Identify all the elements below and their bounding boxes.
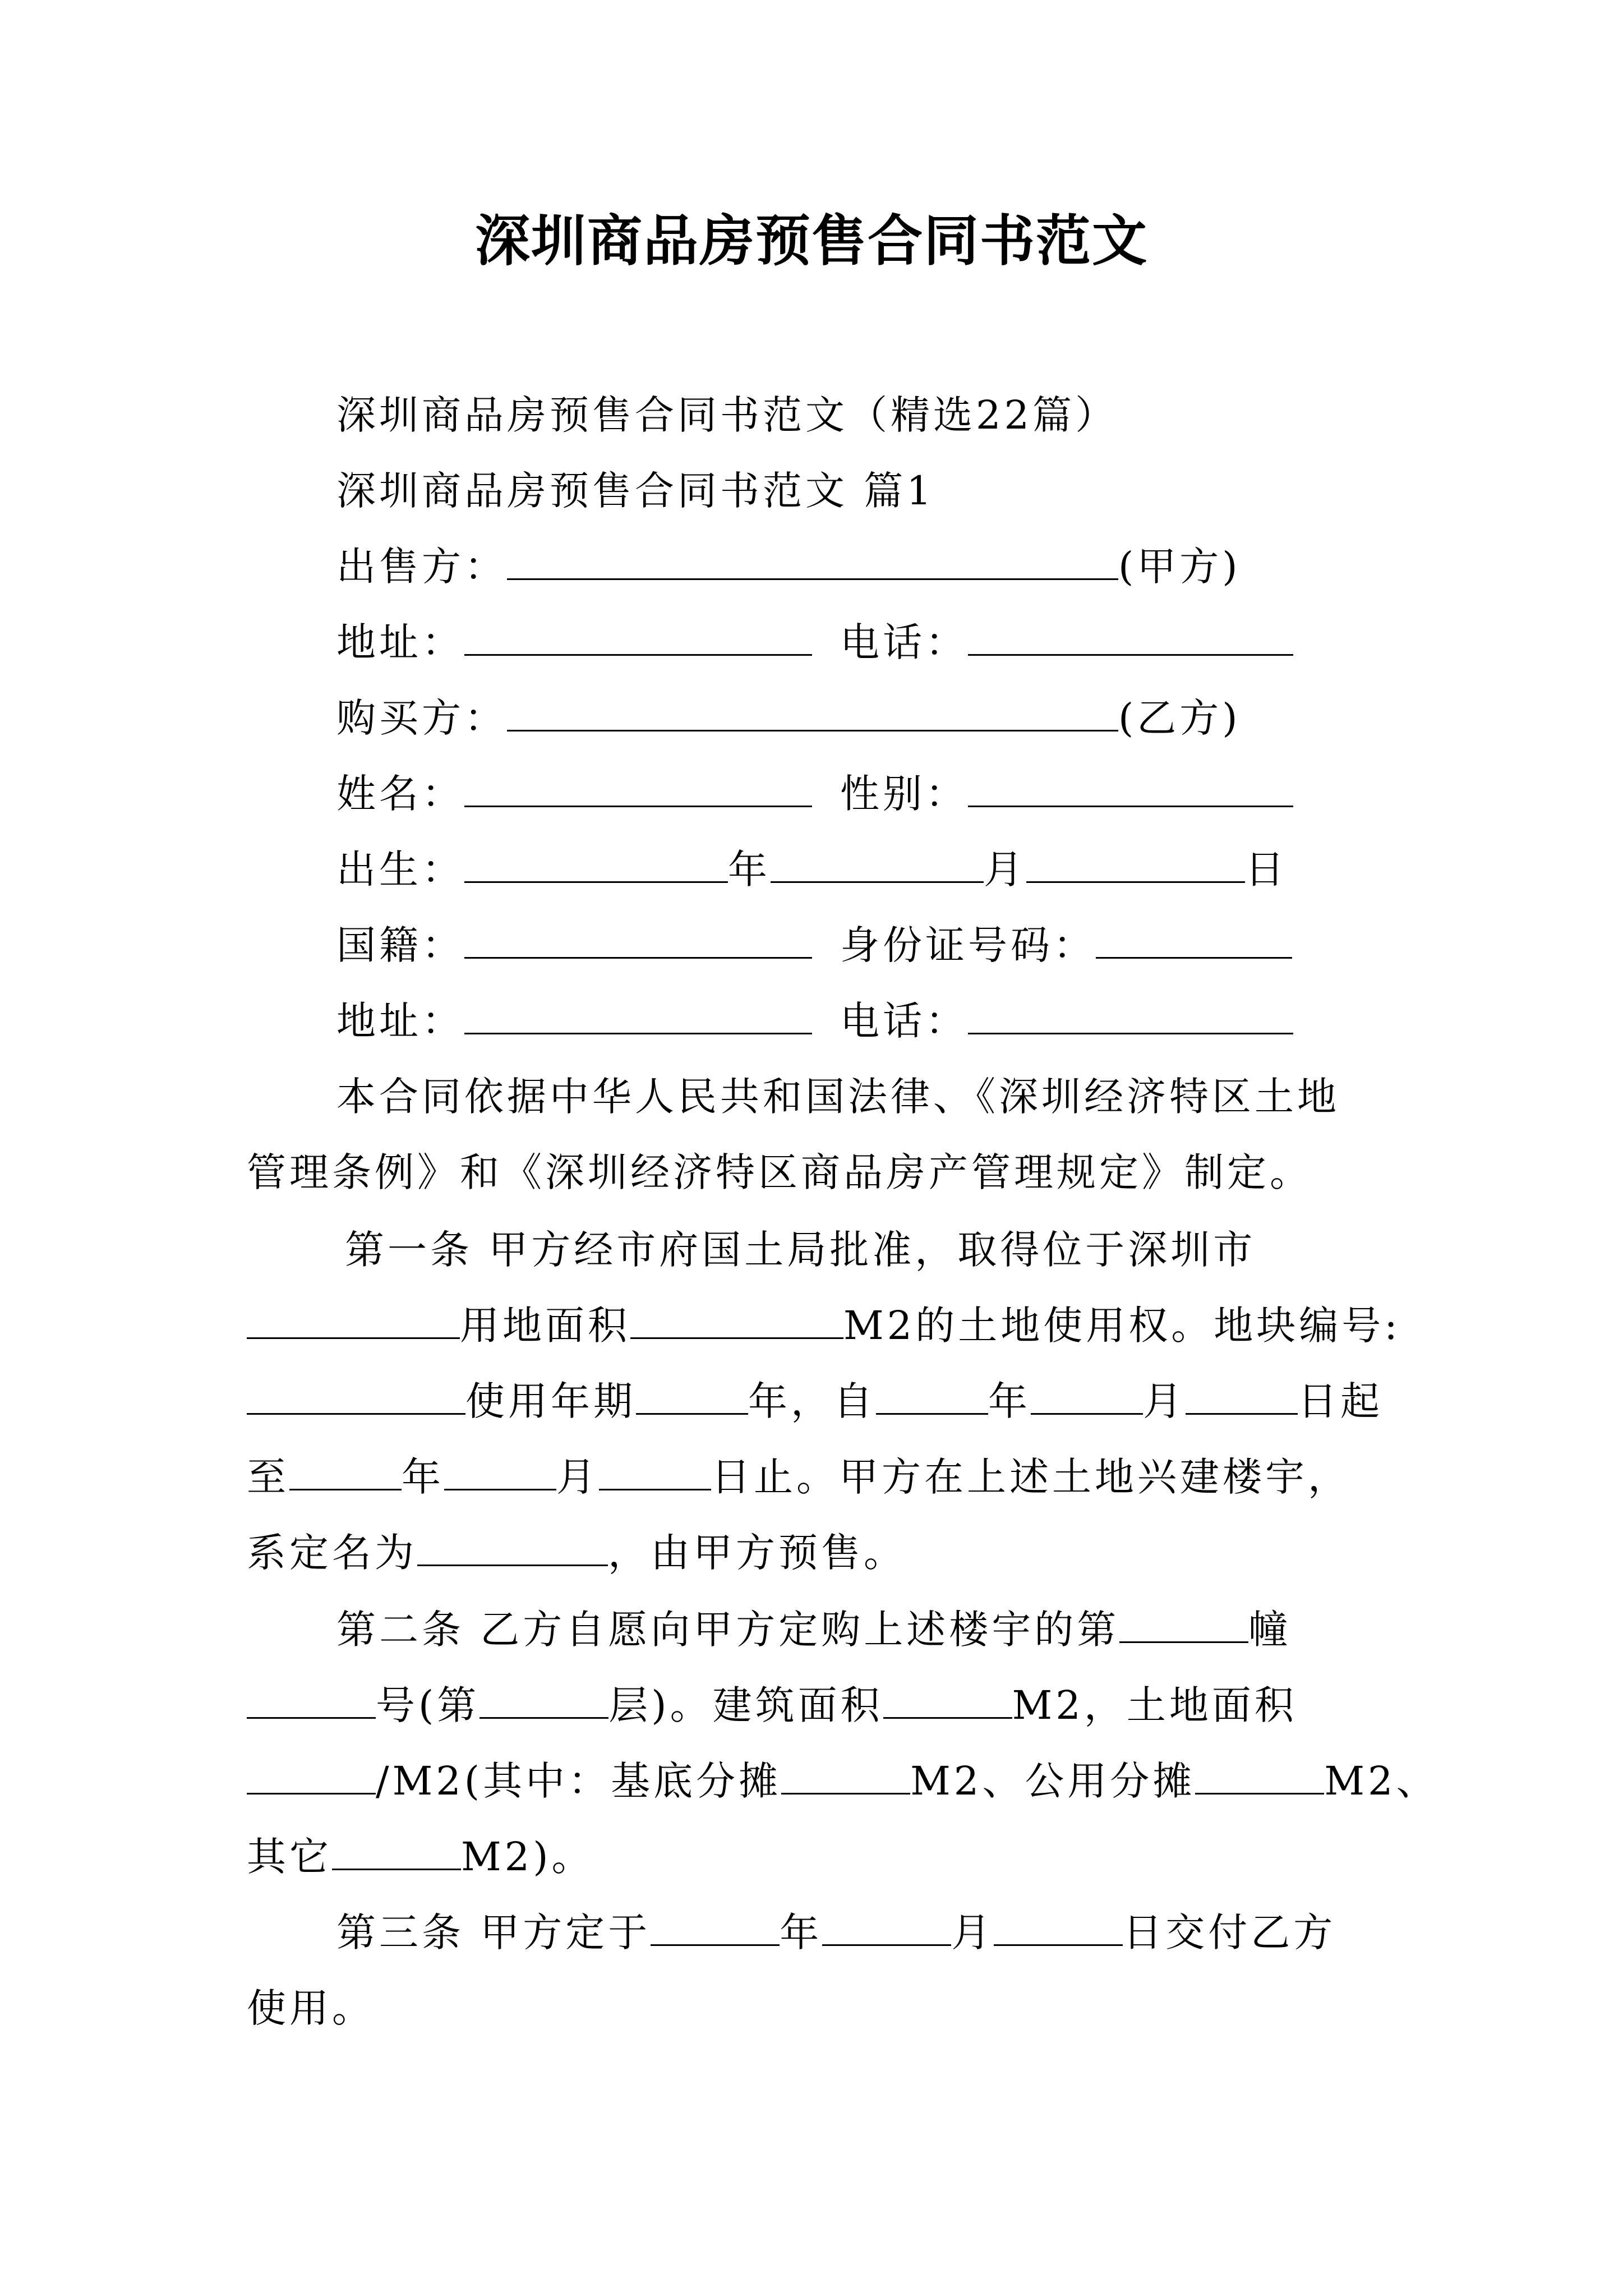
until-month-label: 月 — [556, 1454, 599, 1500]
article3-intro: 第三条 甲方定于 — [336, 1910, 651, 1955]
floor-label: 层)。建筑面积 — [608, 1682, 883, 1728]
article2-line-1 — [336, 1602, 1291, 1658]
birth-day-label: 日 — [1245, 846, 1288, 892]
other-label: 其它 — [247, 1834, 332, 1880]
until-year-label: 年 — [402, 1454, 444, 1500]
gender-blank[interactable] — [968, 771, 1293, 807]
from-month-blank[interactable] — [1031, 1378, 1143, 1415]
article2-line-2 — [247, 1677, 1297, 1733]
buyer-name-row — [336, 766, 1293, 822]
block-label: 幢 — [1248, 1607, 1292, 1653]
public-share-blank[interactable] — [1195, 1758, 1324, 1795]
intro-line-2: 管理条例》和《深圳经济特区商品房产管理规定》制定。 — [247, 1149, 1312, 1195]
id-number-blank[interactable] — [1096, 922, 1292, 959]
article1-line-2 — [247, 1297, 1401, 1354]
location-blank[interactable] — [247, 1303, 460, 1339]
until-label: 至 — [247, 1454, 289, 1500]
seller-address-label: 地址： — [336, 619, 464, 665]
gender-label: 性别： — [840, 771, 968, 817]
delivery-year-label: 年 — [780, 1910, 823, 1955]
nationality-row — [336, 917, 1292, 973]
delivery-day-label: 日交付乙方 — [1123, 1910, 1336, 1955]
land-area-label: 用地面积 — [460, 1303, 630, 1349]
other-blank[interactable] — [332, 1834, 461, 1870]
birth-month-blank[interactable] — [771, 846, 984, 883]
seller-row — [336, 539, 1241, 595]
unit-number-blank[interactable] — [247, 1682, 376, 1719]
article1-line-3 — [247, 1373, 1383, 1429]
seller-phone-label: 电话： — [840, 619, 968, 665]
article1-line-1: 第一条 甲方经市府国土局批准，取得位于深圳市 — [345, 1227, 1256, 1273]
article1-line-5 — [247, 1525, 906, 1581]
buyer-address-blank[interactable] — [464, 998, 812, 1034]
from-day-blank[interactable] — [1186, 1378, 1298, 1415]
birth-month-label: 月 — [984, 846, 1026, 892]
seller-address-blank[interactable] — [464, 619, 812, 656]
from-year-blank[interactable] — [876, 1378, 988, 1415]
seller-label: 出售方： — [336, 544, 507, 590]
article3-line-1 — [336, 1904, 1336, 1961]
intro-line-1: 本合同依据中华人民共和国法律、《深圳经济特区土地 — [336, 1074, 1340, 1120]
public-share-unit: M2、 — [1324, 1758, 1439, 1804]
until-day-blank[interactable] — [599, 1454, 711, 1490]
buyer-address-row — [336, 993, 1293, 1049]
seller-address-row — [336, 614, 1293, 670]
seller-suffix: (甲方) — [1118, 544, 1241, 590]
unit-number-label: 号(第 — [376, 1682, 480, 1728]
nationality-blank[interactable] — [464, 922, 812, 959]
until-year-blank[interactable] — [289, 1454, 402, 1490]
building-area-label: M2，土地面积 — [1012, 1682, 1297, 1728]
article2-intro: 第二条 乙方自愿向甲方定购上述楼宇的第 — [336, 1607, 1120, 1653]
buyer-address-label: 地址： — [336, 998, 464, 1044]
seller-phone-blank[interactable] — [968, 619, 1293, 656]
buyer-label: 购买方： — [336, 695, 507, 741]
birth-row — [336, 841, 1288, 898]
building-name-blank[interactable] — [417, 1530, 608, 1566]
from-month-label: 月 — [1143, 1378, 1186, 1424]
block-number-blank[interactable] — [1119, 1607, 1248, 1643]
plot-number-blank[interactable] — [247, 1378, 465, 1415]
birth-label: 出生： — [336, 846, 464, 892]
term-years-blank[interactable] — [636, 1378, 748, 1415]
name-blank[interactable] — [464, 771, 812, 807]
section-heading: 深圳商品房预售合同书范文 篇1 — [336, 468, 935, 514]
from-day-label: 日起 — [1298, 1378, 1383, 1424]
from-year-label: 年 — [988, 1378, 1031, 1424]
term-from-label: 年，自 — [748, 1378, 876, 1424]
buyer-suffix: (乙方) — [1118, 695, 1241, 741]
nationality-label: 国籍： — [336, 922, 464, 968]
article2-line-3 — [247, 1753, 1439, 1809]
other-unit: M2)。 — [461, 1834, 594, 1880]
subtitle: 深圳商品房预售合同书范文（精选22篇） — [336, 392, 1118, 438]
presale-label: ，由甲方预售。 — [608, 1530, 906, 1576]
term-label: 使用年期 — [465, 1378, 636, 1424]
buyer-phone-blank[interactable] — [968, 998, 1293, 1034]
name-label: 姓名： — [336, 771, 464, 817]
buyer-blank[interactable] — [507, 695, 1118, 731]
public-share-label: M2、公用分摊 — [910, 1758, 1196, 1804]
birth-year-blank[interactable] — [464, 846, 728, 883]
land-area-blank[interactable] — [630, 1303, 843, 1339]
base-share-blank[interactable] — [781, 1758, 910, 1795]
buyer-phone-label: 电话： — [840, 998, 968, 1044]
document-title: 深圳商品房预售合同书范文 — [474, 209, 1148, 273]
floor-blank[interactable] — [479, 1682, 608, 1719]
buyer-row — [336, 690, 1241, 746]
birth-day-blank[interactable] — [1026, 846, 1245, 883]
id-number-label: 身份证号码： — [840, 922, 1096, 968]
delivery-day-blank[interactable] — [994, 1910, 1123, 1946]
delivery-year-blank[interactable] — [651, 1910, 780, 1946]
until-day-label: 日止。甲方在上述土地兴建楼宇， — [711, 1454, 1350, 1500]
delivery-month-label: 月 — [951, 1910, 994, 1955]
article1-line-4 — [247, 1449, 1350, 1505]
delivery-month-blank[interactable] — [822, 1910, 951, 1946]
seller-blank[interactable] — [507, 544, 1118, 580]
until-month-blank[interactable] — [444, 1454, 556, 1490]
article2-line-4 — [247, 1829, 594, 1885]
land-use-right-label: M2的土地使用权。地块编号: — [843, 1303, 1401, 1349]
birth-year-label: 年 — [728, 846, 771, 892]
base-share-label: /M2(其中：基底分摊 — [376, 1758, 782, 1804]
article3-line-2: 使用。 — [247, 1985, 375, 2031]
building-area-blank[interactable] — [883, 1682, 1012, 1719]
building-name-label: 系定名为 — [247, 1530, 417, 1576]
land-area2-blank[interactable] — [247, 1758, 376, 1795]
